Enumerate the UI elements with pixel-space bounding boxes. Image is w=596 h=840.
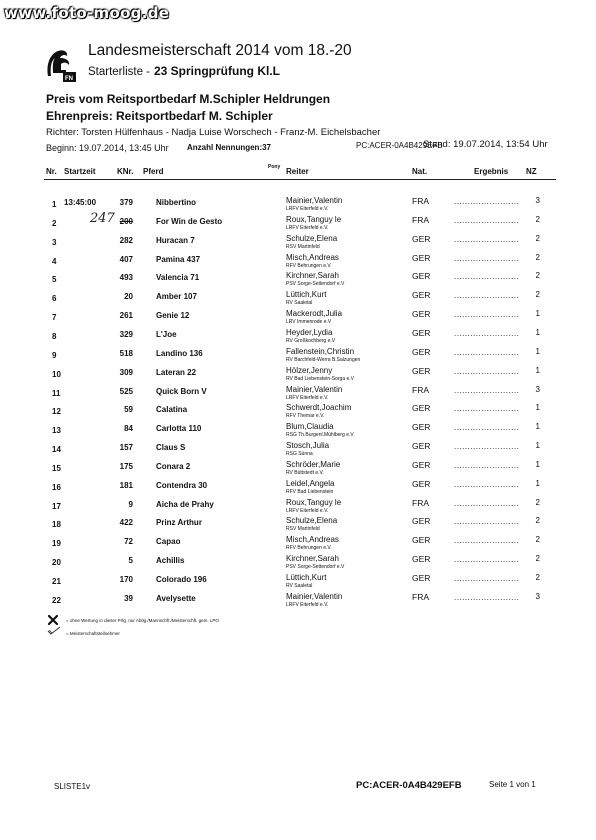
row-club: RV Saaletal [286,583,313,589]
row-result: ........................ [454,310,520,320]
row-nat: FRA [412,591,429,602]
row-club: LRFV Eiterfeld e.V. [286,507,329,514]
row-nz: 1 [535,327,540,337]
row-nr: 22 [52,595,61,605]
row-horse: Achillis [156,556,185,566]
row-result: ........................ [454,197,520,206]
table-row [0,328,596,347]
row-nz: 3 [535,196,540,205]
row-nz: 2 [535,271,540,281]
footer-report-id: SLISTE1v [54,782,91,791]
row-nr: 7 [52,313,57,323]
page-title: Landesmeisterschaft 2014 vom 18.-20 [88,42,352,59]
table-row [0,422,596,441]
table-row [0,347,596,366]
footer-pc-id: PC:ACER-0A4B429EFB [356,780,462,791]
row-nz: 1 [535,403,540,413]
row-knr: 261 [119,311,133,321]
row-club: RSG Th.Burgenl.Mühlberg e.V [286,432,354,439]
row-nat: GER [412,554,431,565]
row-nat: GER [412,441,431,452]
row-nz: 1 [535,441,540,451]
row-nz: 1 [535,309,540,319]
col-header-nat: Nat. [412,167,428,176]
row-club: RSV Martinfeld [286,243,320,250]
row-horse: Amber 107 [156,292,197,302]
legend-no-rating: = ohne Wertung in dieser Prfg. nur Abtlg./Mannschft./Meisterschft. gem. LPO [66,618,219,623]
row-result: ........................ [454,404,520,414]
row-knr: 84 [124,424,133,434]
row-result: ........................ [454,574,520,583]
row-knr: 59 [124,405,133,415]
handwritten-knr: 247 [90,210,115,226]
row-rider: Heyder,Lydia [286,327,333,337]
row-nat: GER [412,478,431,489]
pc-id-top: PC:ACER-0A4B429EFB [356,141,443,150]
row-nz: 2 [535,573,540,582]
row-result: ........................ [454,328,520,338]
table-row [0,210,596,234]
row-club: RV Bad Liebenstein-Sorga e.V [286,375,355,382]
row-knr: 525 [119,386,133,396]
col-header-pony: Pony [268,164,281,170]
row-horse: Huracan 7 [156,235,195,245]
table-row [0,441,596,460]
legend-championship: = Meisterschaftsteilnehmer [66,631,120,636]
row-rider: Lüttich,Kurt [286,573,327,582]
row-nat: GER [412,459,431,470]
footer-page-number: Seite 1 von 1 [489,780,536,789]
row-result: ........................ [454,555,520,565]
table-row [0,573,596,592]
row-rider: Schröder,Marie [286,459,341,469]
row-horse: Quick Born V [156,386,207,396]
row-nat: GER [412,422,431,433]
x-mark-icon [48,615,58,625]
col-header-pferd: Pferd [143,167,164,176]
row-rider: Lüttich,Kurt [286,290,327,300]
table-row [0,592,596,611]
col-header-startzeit: Startzeit [64,167,96,176]
row-nr: 8 [52,331,57,341]
row-nat: GER [412,365,431,376]
row-nr: 18 [52,520,61,530]
row-nr: 6 [52,294,57,304]
row-horse: Capao [156,537,181,547]
row-nat: FRA [412,214,429,225]
row-nz: 1 [535,365,540,375]
page-subtitle [88,64,280,78]
row-nr: 11 [52,388,61,398]
row-knr: 157 [119,443,133,453]
row-nz: 1 [535,459,540,469]
row-knr: 329 [119,329,133,339]
row-rider: Schwerdt,Joachim [286,403,352,413]
col-header-nz: NZ [526,167,537,176]
row-nz: 2 [535,214,540,224]
row-result: ........................ [454,479,520,489]
row-knr: 282 [119,235,133,245]
row-horse: Avelysette [156,593,196,603]
table-row [0,253,596,272]
row-horse: Aicha de Prahy [156,499,214,509]
row-nr: 9 [52,350,57,360]
row-club: RFV Themar e.V. [286,413,325,420]
row-club: LRV Immenrode e.V [286,319,332,326]
row-result: ........................ [454,592,520,602]
row-rider: Misch,Andreas [286,252,339,262]
row-nr: 5 [52,275,57,285]
row-knr: 493 [119,273,133,283]
row-nat: GER [412,403,431,414]
row-result: ........................ [454,460,520,470]
logo-fn-text: FN [65,76,73,82]
row-result: ........................ [454,215,520,225]
row-knr: 407 [119,254,133,264]
row-result: ........................ [454,442,520,452]
row-horse: Claus S [156,443,186,453]
col-header-reiter: Reiter [286,167,309,176]
table-row [0,479,596,498]
row-nr: 17 [52,501,61,511]
row-club: RFV Bad Liebenstein [286,488,334,495]
row-rider: Kirchner,Sarah [286,554,339,564]
row-result: ........................ [454,347,520,357]
row-nat: GER [412,233,431,244]
row-club: LRFV Eiterfeld e.V. [286,394,329,401]
row-rider: Schulze,Elena [286,233,338,243]
row-nr: 14 [52,445,61,455]
row-nz: 2 [535,497,540,507]
row-nat: GER [412,271,431,282]
row-result: ........................ [454,498,520,508]
row-knr: 9 [128,499,133,509]
row-horse: Landino 136 [156,348,203,358]
checkmark-icon [47,626,61,636]
row-nat: GER [412,346,431,357]
row-club: LRFV Eiterfeld e.V. [286,206,329,212]
row-result: ........................ [454,366,520,376]
row-rider: Blum,Claudia [286,422,334,432]
row-nz: 2 [535,516,540,526]
row-rider: Mainier,Valentin [286,384,343,394]
table-row [0,271,596,290]
row-club: RFV Behrungen e.V. [286,262,332,269]
row-nz: 3 [535,384,540,394]
row-nr: 10 [52,369,61,379]
table-row [0,535,596,554]
row-knr: 200 [119,216,133,226]
judges-line: Richter: Torsten Hülfenhaus - Nadja Luise Worschech - Franz-M. Eichelsbacher [46,127,381,138]
row-horse: Conara 2 [156,461,191,471]
row-nr: 20 [52,558,61,568]
row-knr: 175 [119,461,133,471]
row-nz: 2 [535,233,540,243]
row-club: RSG Sünna [286,451,313,458]
row-club: LRFV Eiterfeld e.V. [286,224,329,231]
row-rider: Hölzer,Jenny [286,365,333,375]
row-nz: 2 [535,290,540,300]
row-nat: FRA [412,196,429,206]
entries-count: Anzahl Nennungen:37 [187,143,272,152]
table-row [0,366,596,385]
row-knr: 379 [119,198,133,207]
row-club: RV Barchfeld-Werra B.Salzungen [286,356,361,363]
col-header-ergebnis: Ergebnis [474,167,509,176]
row-knr: 72 [124,537,133,547]
row-horse: Valencia 71 [156,273,200,283]
row-result: ........................ [454,385,520,395]
row-nz: 2 [535,535,540,545]
row-club: RV Saaletal [286,300,313,307]
table-row [0,498,596,517]
row-horse: Lateran 22 [156,367,197,377]
row-rider: Fallenstein,Christin [286,346,355,356]
stand-time: Stand: 19.07.2014, 13:54 Uhr [423,139,548,150]
table-row [0,234,596,253]
row-nat: GER [412,252,431,263]
row-horse: Prinz Arthur [156,518,202,528]
row-nz: 3 [535,591,540,601]
row-knr: 20 [124,292,133,302]
row-nz: 1 [535,478,540,488]
row-nat: GER [412,516,431,527]
prize-line-2: Ehrenpreis: Reitsportbedarf M. Schipler [46,109,273,123]
row-result: ........................ [454,423,520,433]
row-club: LRFV Eiterfeld e.V. [286,601,329,608]
row-rider: Mackerodt,Julia [286,309,343,319]
row-nz: 1 [535,422,540,432]
prize-line-1: Preis vom Reitsportbedarf M.Schipler Heldrungen [46,92,331,106]
row-knr: 309 [119,367,133,377]
watermark: www.foto-moog.de [4,4,170,22]
table-row [0,290,596,309]
row-knr: 181 [119,480,133,490]
row-rider: Roux,Tanguy le [286,214,342,224]
row-nr: 4 [52,256,57,266]
row-knr: 5 [128,556,133,566]
row-nr: 13 [52,426,61,436]
row-rider: Roux,Tanguy le [286,497,342,507]
row-start-time: 13:45:00 [64,198,97,207]
row-rider: Mainier,Valentin [286,591,343,601]
row-nat: GER [412,309,431,320]
row-nat: FRA [412,497,429,508]
row-horse: Contendra 30 [156,480,208,490]
header-rule [44,179,556,180]
row-nz: 1 [535,346,540,356]
row-nat: GER [412,535,431,546]
col-header-nr: Nr. [46,167,57,176]
row-nr: 12 [52,407,61,417]
row-club: RV Büttstedt e.V. [286,469,324,476]
row-club: PSV Sorge-Settendorf e.V [286,281,345,288]
row-nat: FRA [412,384,429,395]
row-nz: 2 [535,252,540,262]
row-nat: GER [412,327,431,338]
competition-name: 23 Springprüfung Kl.L [154,64,280,78]
row-club: RFV Behrungen e.V. [286,545,332,552]
row-result: ........................ [454,272,520,282]
table-row [0,403,596,422]
row-nr: 3 [52,237,57,247]
begin-time: Beginn: 19.07.2014, 13:45 Uhr [46,143,169,153]
row-result: ........................ [454,536,520,546]
row-horse: Genie 12 [156,311,190,321]
row-nr: 19 [52,539,61,549]
row-horse: Carlotta 110 [156,424,202,434]
row-horse: Colorado 196 [156,575,207,584]
row-result: ........................ [454,517,520,527]
row-club: RSV Martinfeld [286,526,320,533]
fn-logo-icon [44,46,76,82]
row-knr: 170 [119,575,133,584]
row-result: ........................ [454,291,520,301]
row-horse: Calatina [156,405,188,415]
col-header-knr: KNr. [117,167,134,176]
row-rider: Kirchner,Sarah [286,271,339,281]
table-row [0,309,596,328]
row-nr: 16 [52,482,61,492]
row-horse: L'Joe [156,329,177,339]
subtitle-prefix: Starterliste - [88,66,150,78]
row-horse: For Win de Gesto [156,216,223,226]
row-rider: Mainier,Valentin [286,196,343,205]
table-row [0,516,596,535]
row-horse: Pamina 437 [156,254,201,264]
row-nat: GER [412,290,431,301]
row-rider: Misch,Andreas [286,535,339,545]
row-result: ........................ [454,234,520,244]
row-nr: 1 [52,200,57,209]
row-rider: Schulze,Elena [286,516,338,526]
row-knr: 422 [119,518,133,528]
row-result: ........................ [454,253,520,263]
row-horse: Nibbertino [156,198,196,207]
table-row [0,460,596,479]
row-nr: 2 [52,218,57,228]
table-row [0,385,596,404]
row-nr: 21 [52,577,61,586]
row-knr: 518 [119,348,133,358]
row-nr: 15 [52,463,61,473]
row-club: PSV Sorge-Settendorf e.V [286,564,345,571]
row-knr: 39 [124,593,133,603]
row-nat: GER [412,573,431,583]
row-club: RV Großkochberg e.V [286,337,336,344]
row-rider: Stosch,Julia [286,441,330,451]
row-nz: 2 [535,554,540,564]
row-rider: Leidel,Angela [286,478,335,488]
table-row [0,554,596,573]
